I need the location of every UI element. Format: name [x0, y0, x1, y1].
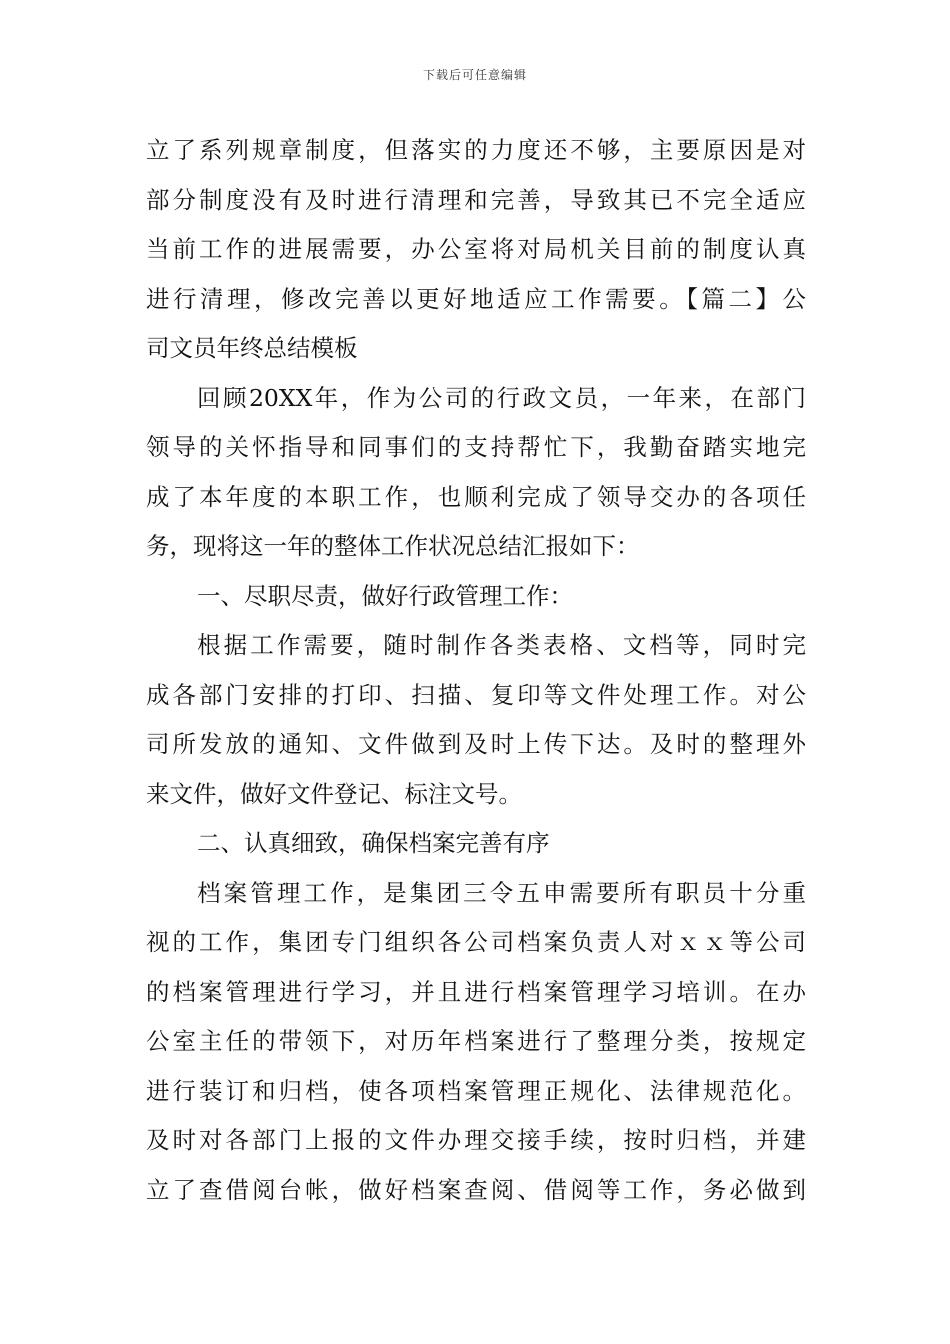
text-line: 务，现将这一年的整体工作状况总结汇报如下： — [146, 532, 640, 560]
text-line: 立了系列规章制度，但落实的力度还不够，主要原因是对 — [146, 136, 806, 164]
text-line: 司文员年终总结模板 — [146, 334, 358, 362]
text-line: 进行清理，修改完善以更好地适应工作需要。【篇二】公 — [146, 284, 806, 313]
section-heading: 一、尽职尽责，做好行政管理工作： — [197, 581, 573, 610]
text-line: 进行装订和归档，使各项档案管理正规化、法律规范化。 — [146, 1076, 806, 1105]
text-line: 当前工作的进展需要，办公室将对局机关目前的制度认真 — [146, 235, 806, 263]
text-line: 来文件，做好文件登记、标注文号。 — [146, 779, 522, 808]
section-heading: 二、认真细致，确保档案完善有序 — [197, 829, 550, 857]
text-line: 的档案管理进行学习，并且进行档案管理学习培训。在办 — [146, 977, 806, 1006]
paragraph-first-line: 根据工作需要，随时制作各类表格、文档等，同时完 — [197, 631, 806, 659]
text-line: 部分制度没有及时进行清理和完善，导致其已不完全适应 — [146, 185, 806, 214]
paragraph-first-line: 回顾20XX年，作为公司的行政文员，一年来，在部门 — [197, 383, 806, 412]
text-line: 领导的关怀指导和同事们的支持帮忙下，我勤奋踏实地完 — [146, 433, 806, 461]
text-line: 成各部门安排的打印、扫描、复印等文件处理工作。对公 — [146, 680, 806, 709]
page-header-note: 下载后可任意编辑 — [422, 68, 527, 82]
text-line: 成了本年度的本职工作，也顺利完成了领导交办的各项任 — [146, 482, 806, 511]
text-line: 及时对各部门上报的文件办理交接手续，按时归档，并建 — [146, 1126, 806, 1154]
text-line: 视的工作，集团专门组织各公司档案负责人对ｘｘ等公司 — [146, 928, 806, 956]
text-line: 立了查借阅台帐，做好档案查阅、借阅等工作，务必做到 — [146, 1175, 806, 1204]
paragraph-first-line: 档案管理工作，是集团三令五申需要所有职员十分重 — [197, 878, 806, 907]
text-line: 公室主任的带领下，对历年档案进行了整理分类，按规定 — [146, 1027, 806, 1055]
document-body — [146, 126, 806, 1215]
text-line: 司所发放的通知、文件做到及时上传下达。及时的整理外 — [146, 730, 806, 758]
